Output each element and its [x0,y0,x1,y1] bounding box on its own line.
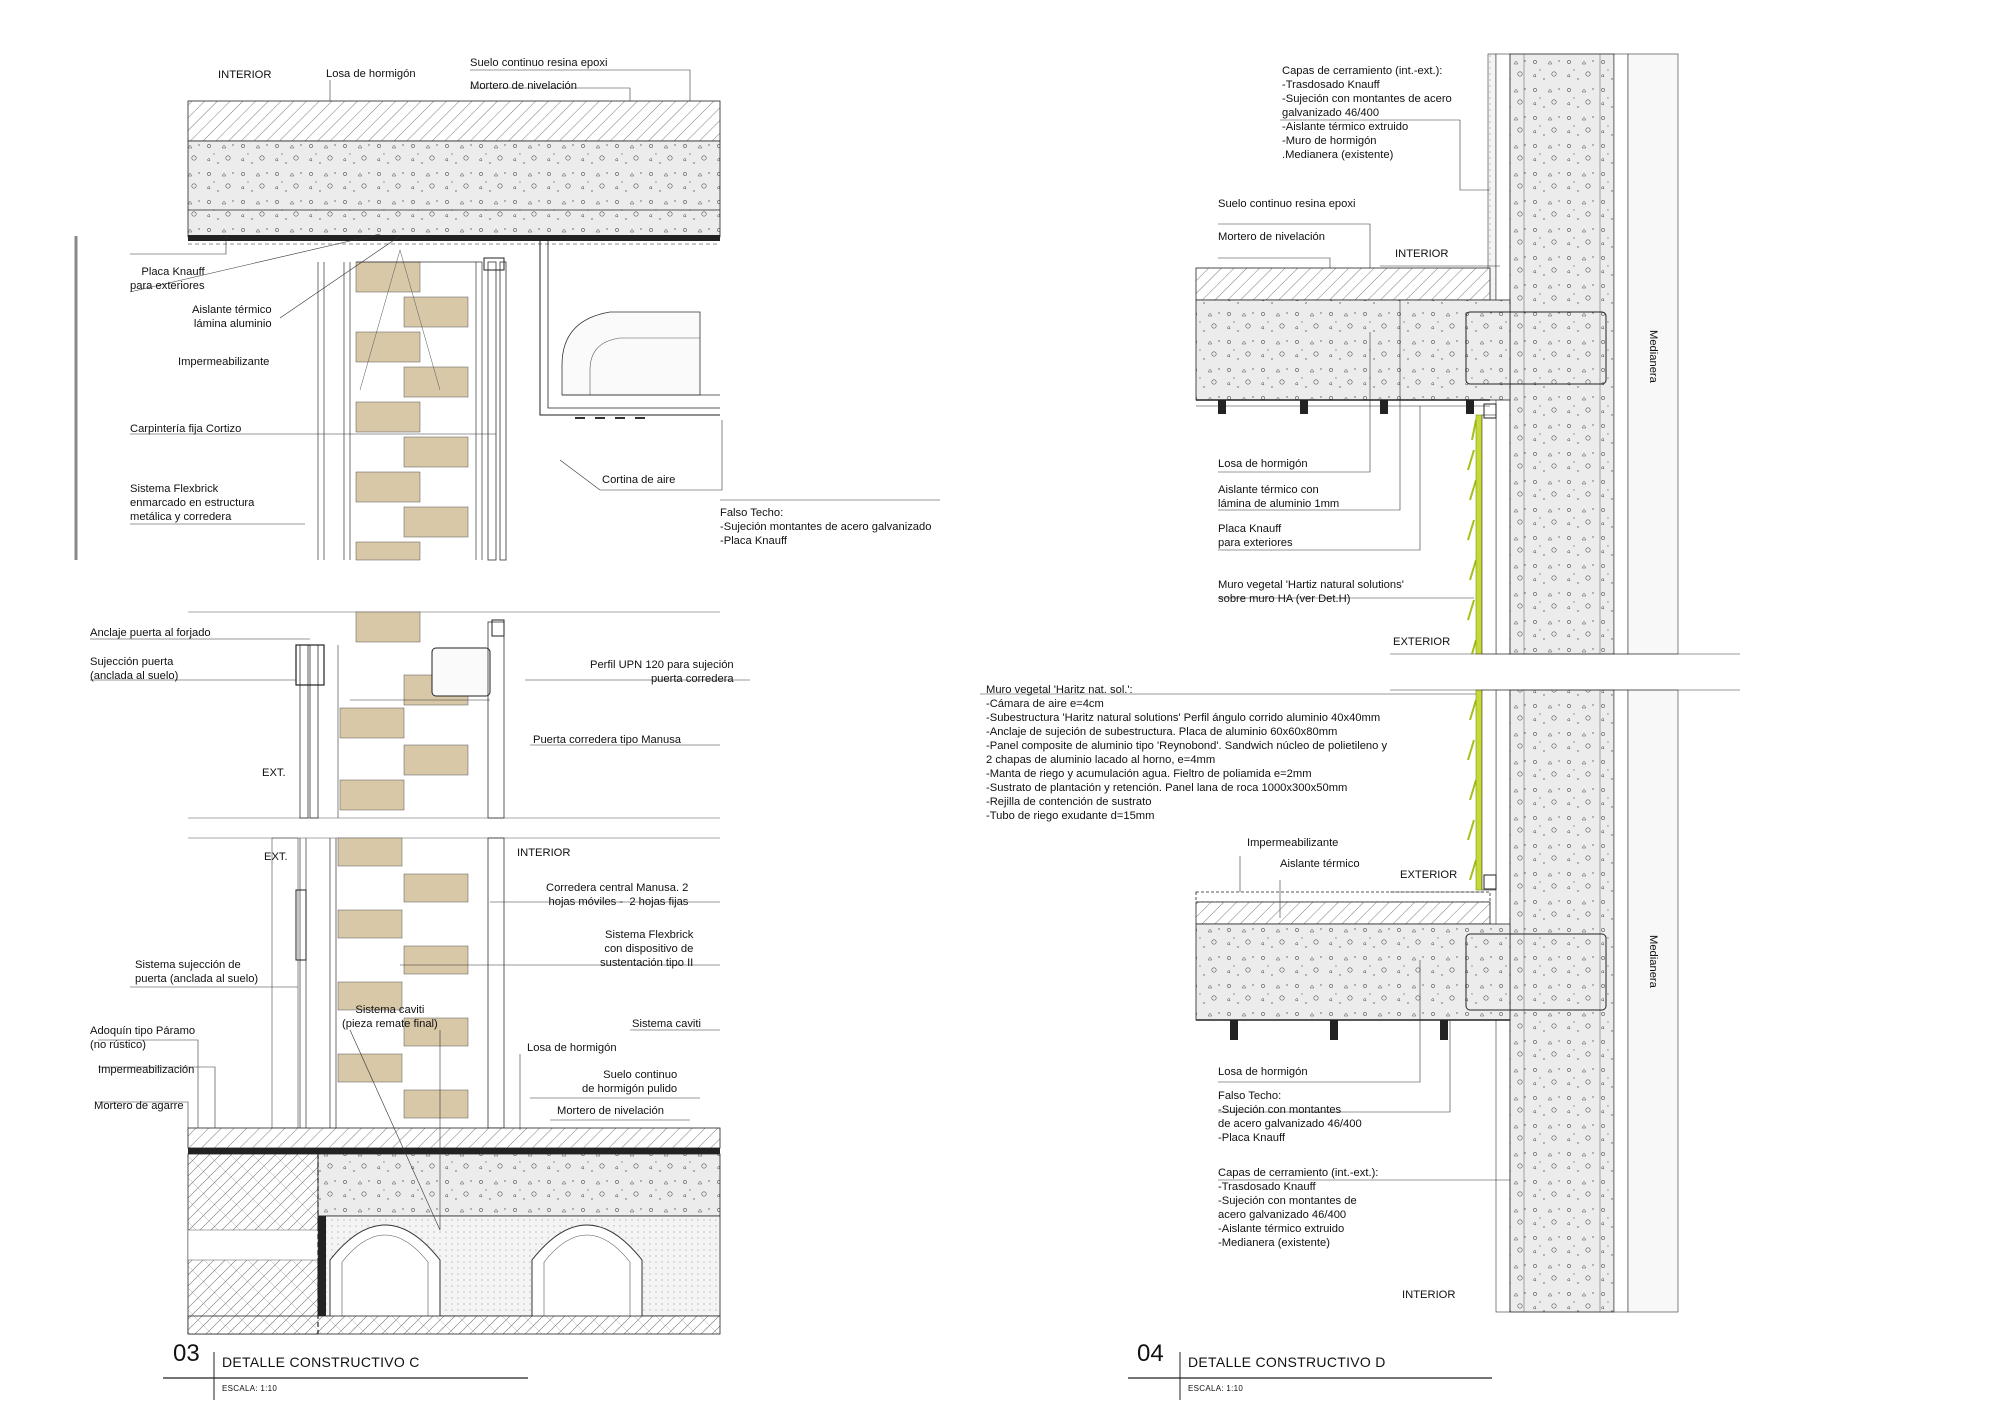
epoxy-floor-d [1196,268,1490,300]
air-curtain-unit [540,236,720,418]
label-muro-vegetal-spec-d: Muro vegetal 'Haritz nat. sol.': -Cámara de aire e=4cm -Subestructura 'Haritz natural solutions' Perfil ángulo corrido aluminio 40x40mm -Anclaje de sujeción de subestructura. Placa de aluminio 60x60x80mm -Panel composite de aluminio tipo 'Reynobond'. Sandwich núcleo de polietileno y 2 chapas de aluminio lacado al horno, e=4mm -Manta de riego y acumulación agua. Fieltro de poliamida e=2mm -Sustrato de plantación y retención. Panel lana de roca 1000x300x50mm -Rejilla de contención de sustrato -Tubo de riego exudante d=15mm [986,684,1388,822]
label-losa-hormigon-top-c: Losa de hormigón [326,68,416,80]
detail-title-c: DETALLE CONSTRUCTIVO C [222,1354,420,1370]
green-wall-lower [1468,690,1496,890]
label-mortero-nivelacion-d: Mortero de nivelación [1218,231,1325,243]
label-muro-vegetal-d: Muro vegetal 'Hartiz natural solutions' sobre muro HA (ver Det.H) [1218,579,1404,605]
polished-concrete-floor [188,1128,720,1148]
label-sistema-caviti-remate: Sistema caviti (pieza remate final) [342,1004,438,1030]
detail-scale-d: ESCALA: 1:10 [1188,1384,1244,1393]
label-ext-1: EXT. [262,767,286,779]
knauff-board [188,235,720,241]
label-impermeabilizacion: Impermeabilización [98,1064,195,1076]
label-capas-cerramiento-top-d: Capas de cerramiento (int.-ext.): -Trasdosado Knauff -Sujeción con montantes de acero galvanizado 46/400 -Aislante térmico extruido -Muro de hormigón .Medianera (existente) [1282,65,1452,161]
label-losa-hormigon-bottom-d: Losa de hormigón [1218,1066,1308,1078]
label-impermeabilizante-d: Impermeabilizante [1247,837,1339,849]
label-carpinteria-cortizo: Carpintería fija Cortizo [130,423,242,435]
epoxy-floor-layer [188,101,720,141]
label-medianera-bottom-d: Medianera [1647,935,1659,988]
label-aislante-termico-d: Aislante térmico [1280,858,1360,870]
label-anclaje-puerta: Anclaje puerta al forjado [90,627,211,639]
label-losa-hormigon-bottom-c: Losa de hormigón [527,1042,617,1054]
flexbrick-wall-lower [272,838,504,1128]
label-sistema-caviti: Sistema caviti [632,1018,702,1030]
detail-c-middle-section [188,612,720,818]
label-perfil-upn: Perfil UPN 120 para sujeción puerta corredera [590,659,734,685]
label-corredera-central: Corredera central Manusa. 2 hojas móviles - 2 hojas fijas [546,882,689,908]
concrete-slab [188,141,720,237]
slab-over-caviti [318,1154,720,1216]
label-medianera-top-d: Medianera [1647,330,1659,383]
label-suelo-resina-c: Suelo continuo resina epoxi [470,57,608,69]
label-sistema-flexbrick-1: Sistema Flexbrick enmarcado en estructura metálica y corredera [130,483,255,523]
label-exterior-top-d: EXTERIOR [1393,636,1451,648]
detail-scale-c: ESCALA: 1:10 [222,1384,278,1393]
green-wall-upper [1468,404,1496,654]
label-aislante-termico-c: Aislante térmico lámina aluminio [192,304,272,330]
label-falso-techo-c: Falso Techo: -Sujeción montantes de acero galvanizado -Placa Knauff [720,507,932,547]
label-suelo-resina-d: Suelo continuo resina epoxi [1218,198,1356,210]
label-interior-bottom-d: INTERIOR [1402,1289,1456,1301]
medianera-wall-lower [1510,690,1614,1312]
label-placa-knauff-c: Placa Knauff para exteriores [130,266,205,292]
label-adoquin: Adoquín tipo Páramo (no rústico) [90,1025,196,1051]
label-interior-mid-c: INTERIOR [517,847,571,859]
label-sistema-flexbrick-2: Sistema Flexbrick con dispositivo de sustentación tipo II [600,929,694,969]
label-mortero-nivelacion-top-c: Mortero de nivelación [470,80,577,92]
label-mortero-nivelacion-bottom-c: Mortero de nivelación [557,1105,664,1117]
flexbrick-wall [318,250,482,560]
label-exterior-mid-d: EXTERIOR [1400,869,1458,881]
label-puerta-manusa: Puerta corredera tipo Manusa [533,734,682,746]
cortizo-frame [484,258,506,560]
label-mortero-agarre: Mortero de agarre [94,1100,184,1112]
label-aislante-termico-lamina-d: Aislante térmico con lámina de aluminio 1mm [1218,484,1340,510]
label-interior-top-d: INTERIOR [1395,248,1449,260]
label-losa-hormigon-top-d: Losa de hormigón [1218,458,1308,470]
label-suelo-hormigon-pulido: Suelo continuo de hormigón pulido [582,1069,678,1095]
label-ext-2: EXT. [264,851,288,863]
label-placa-knauff-d: Placa Knauff para exteriores [1218,523,1293,549]
slab-d-upper [1196,300,1510,400]
label-falso-techo-d: Falso Techo: -Sujeción con montantes de acero galvanizado 46/400 -Placa Knauff [1218,1090,1362,1144]
label-sistema-sujeccion: Sistema sujección de puerta (anclada al suelo) [135,959,259,985]
label-cortina-aire: Cortina de aire [602,474,676,486]
slab-d-lower [1196,924,1510,1020]
detail-title-d: DETALLE CONSTRUCTIVO D [1188,1354,1386,1370]
label-interior-top-c: INTERIOR [218,69,272,81]
label-capas-cerramiento-bottom-d: Capas de cerramiento (int.-ext.): -Trasdosado Knauff -Sujeción con montantes de acero galvanizado 46/400 -Aislante térmico extruido -Medianera (existente) [1218,1167,1379,1249]
detail-number-d: 04 [1137,1340,1164,1367]
medianera-wall-upper [1510,54,1614,654]
label-sujeccion-puerta: Sujección puerta (anclada al suelo) [90,656,179,682]
caviti-vaults [318,1216,720,1316]
label-impermeabilizante-top-c: Impermeabilizante [178,356,270,368]
detail-number-c: 03 [173,1340,200,1367]
